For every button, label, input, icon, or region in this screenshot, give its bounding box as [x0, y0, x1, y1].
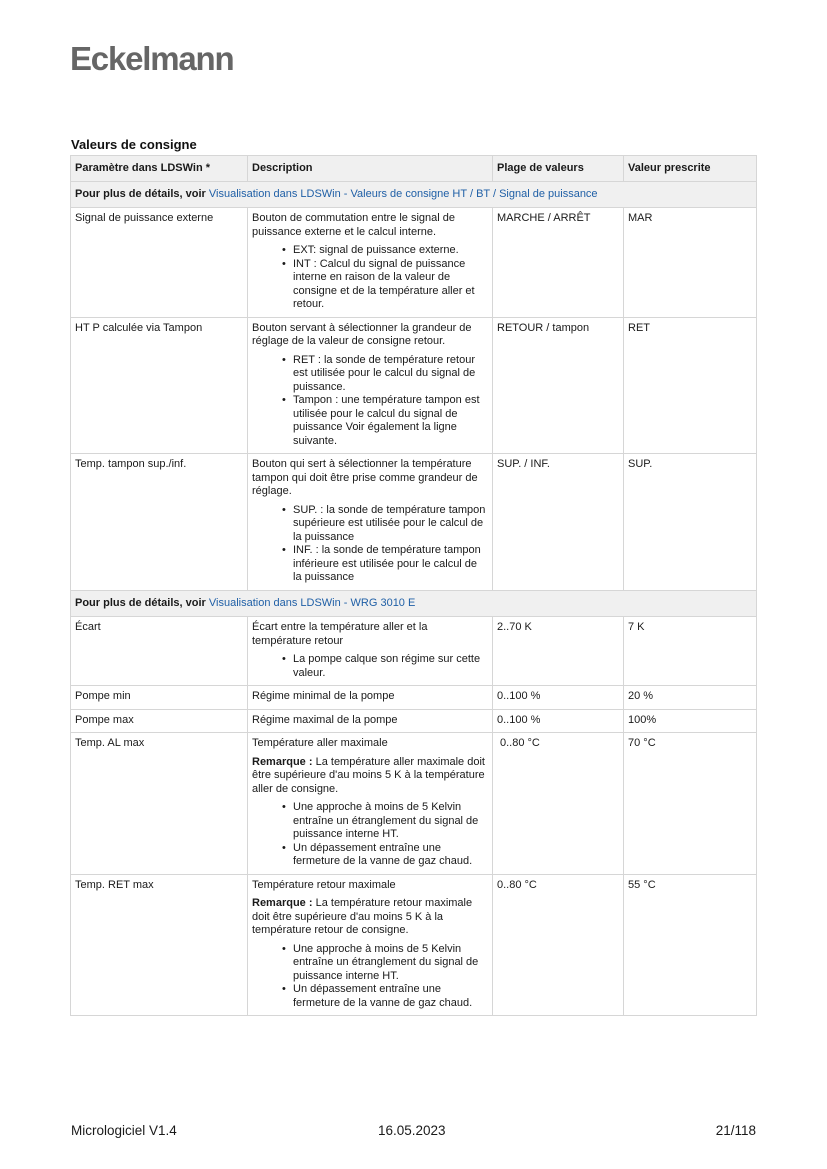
range-cell: 0..100 % [493, 709, 624, 733]
list-item: • RET : la sonde de température retour est utilisée pour le calcul du signal de puissance. [293, 354, 488, 395]
param-cell: Signal de puissance externe [71, 208, 248, 318]
default-cell: MAR [624, 208, 757, 318]
bullet-list [252, 244, 488, 312]
table-row [71, 686, 757, 710]
range-cell: MARCHE / ARRÊT [493, 208, 624, 318]
footer-page-number: 21/118 [715, 1123, 756, 1138]
note-text: La température aller maximale doit être supérieure d'au moins 5 K à la température aller de consigne. [252, 755, 485, 795]
setpoints-table [70, 155, 757, 1016]
bullet-list [252, 653, 488, 680]
param-cell: Écart [71, 617, 248, 686]
note-label: Remarque : [252, 897, 313, 909]
eckelmann-logo: Eckelmann [70, 40, 234, 77]
range-cell: 0..80 °C [493, 733, 624, 875]
list-item: • Un dépassement entraîne une fermeture de la vanne de gaz chaud. [293, 842, 488, 869]
bullet-list [252, 801, 488, 869]
description-cell: Température aller maximale Remarque : La température aller maximale doit être supérieure d'au moins 5 K à la température aller de consigne. • Une approche à moins de 5 Kelvin entraîne un étranglement du signal de puissance interne HT. • Un dépassement entraîne une fermeture de la vanne de gaz chaud. [248, 733, 493, 875]
bullet-list [252, 354, 488, 449]
description-cell: Température retour maximale Remarque : La température retour maximale doit être supérieure d'au moins 5 K à la température retour de consigne. • Une approche à moins de 5 Kelvin entraîne un étranglement du signal de puissance interne HT. • Un dépassement entraîne une fermeture de la vanne de gaz chaud. [248, 874, 493, 1016]
list-item: • Une approche à moins de 5 Kelvin entraîne un étranglement du signal de puissance interne HT. [293, 801, 488, 842]
note-text: La température retour maximale doit être supérieure d'au moins 5 K à la température retour de consigne. [252, 897, 473, 936]
table-row [71, 733, 757, 875]
range-cell: RETOUR / tampon [493, 317, 624, 454]
default-cell: 55 °C [624, 874, 757, 1016]
default-cell: 7 K [624, 617, 757, 686]
info-row [71, 590, 757, 617]
param-cell: Temp. RET max [71, 874, 248, 1016]
range-cell: 0..80 °C [493, 874, 624, 1016]
default-cell: RET [624, 317, 757, 454]
table-row [71, 874, 757, 1016]
range-cell: SUP. / INF. [493, 454, 624, 591]
table-row [71, 454, 757, 591]
description-cell: Régime maximal de la pompe [248, 709, 493, 733]
header-param: Paramètre dans LDSWin * [71, 156, 248, 182]
table-row [71, 709, 757, 733]
description-cell: Écart entre la température aller et la température retour • La pompe calque son régime sur cette valeur. [248, 617, 493, 686]
table-header-row [71, 156, 757, 182]
header-description: Description [248, 156, 493, 182]
note [252, 756, 488, 797]
param-cell: Temp. AL max [71, 733, 248, 875]
param-cell: Temp. tampon sup./inf. [71, 454, 248, 591]
table-row [71, 317, 757, 454]
info-prefix: Pour plus de détails, voir [75, 596, 206, 609]
list-item: • Une approche à moins de 5 Kelvin entraîne un étranglement du signal de puissance interne HT. [293, 943, 488, 984]
default-cell: 70 °C [624, 733, 757, 875]
info-link[interactable]: Visualisation dans LDSWin - Valeurs de consigne HT / BT / Signal de puissance [208, 187, 598, 200]
param-cell: Pompe min [71, 686, 248, 710]
description-cell: Régime minimal de la pompe [248, 686, 493, 710]
note [252, 897, 488, 938]
info-row [71, 181, 757, 208]
range-cell: 0..100 % [493, 686, 624, 710]
table-row [71, 208, 757, 318]
description-cell: Bouton de commutation entre le signal de puissance externe et le calcul interne. • EXT: signal de puissance externe. • INT : Calcul du signal de puissance interne en raison de la valeur de consigne et de la température aller et retour. [248, 208, 493, 318]
header-range: Plage de valeurs [493, 156, 624, 182]
footer-date: 16.05.2023 [378, 1123, 446, 1138]
list-item: • INT : Calcul du signal de puissance interne en raison de la valeur de consigne et de la température aller et retour. [293, 258, 488, 312]
default-cell: SUP. [624, 454, 757, 591]
list-item: • Tampon : une température tampon est utilisée pour le calcul du signal de puissance Voir également la ligne suivante. [293, 394, 488, 448]
list-item: • La pompe calque son régime sur cette valeur. [293, 653, 488, 680]
table-row [71, 617, 757, 686]
section-title: Valeurs de consigne [71, 137, 197, 152]
list-item: • EXT: signal de puissance externe. [293, 244, 488, 258]
default-cell: 100% [624, 709, 757, 733]
list-item: • SUP. : la sonde de température tampon supérieure est utilisée pour le calcul de la puissance [293, 504, 488, 545]
default-cell: 20 % [624, 686, 757, 710]
info-link[interactable]: Visualisation dans LDSWin - WRG 3010 E [208, 596, 416, 609]
bullet-list [252, 504, 488, 585]
header-default: Valeur prescrite [624, 156, 757, 182]
info-prefix: Pour plus de détails, voir [75, 187, 206, 200]
description-cell: Bouton servant à sélectionner la grandeur de réglage de la valeur de consigne retour. • RET : la sonde de température retour est utilisée pour le calcul du signal de puissance. • Tampon : une température tampon est utilisée pour le calcul du signal de puissance Voir également la ligne suivante. [248, 317, 493, 454]
param-cell: HT P calculée via Tampon [71, 317, 248, 454]
footer-firmware-version: Micrologiciel V1.4 [71, 1123, 177, 1138]
bullet-list [252, 943, 488, 1011]
list-item: • Un dépassement entraîne une fermeture de la vanne de gaz chaud. [293, 983, 488, 1010]
note-label: Remarque : [252, 755, 313, 768]
param-cell: Pompe max [71, 709, 248, 733]
description-cell: Bouton qui sert à sélectionner la température tampon qui doit être prise comme grandeur de réglage. • SUP. : la sonde de température tampon supérieure est utilisée pour le calcul de la puissance • INF. : la sonde de température tampon inférieure est utilisée pour le calcul de la puissance [248, 454, 493, 591]
list-item: • INF. : la sonde de température tampon inférieure est utilisée pour le calcul de la puissance [293, 544, 488, 585]
range-cell: 2..70 K [493, 617, 624, 686]
